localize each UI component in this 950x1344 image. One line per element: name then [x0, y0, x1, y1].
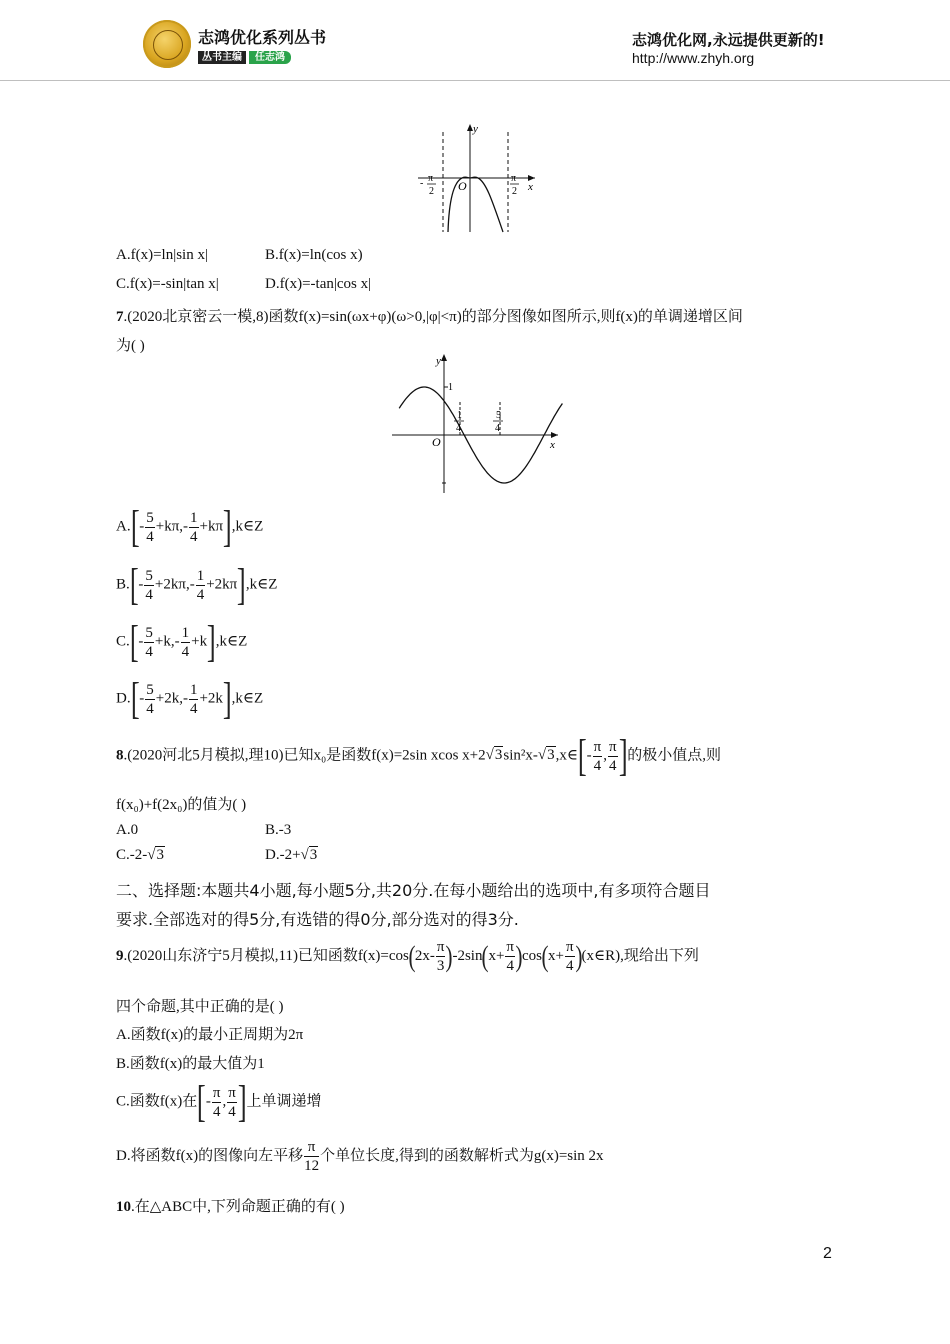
- q7-five-quarter-den: 4: [495, 423, 500, 434]
- editor-name: 任志鸿: [249, 51, 291, 64]
- q7-five-quarter-num: 5: [496, 410, 501, 421]
- page-number: 2: [823, 1245, 832, 1262]
- q7-number: 7: [116, 309, 124, 325]
- q6-pos-two: 2: [512, 186, 517, 197]
- q9-option-c: C.函数f(x)在[- $\frac{\pi}{4}$ , $\frac{\pi}{4}$ ]上单调递增: [116, 1077, 322, 1126]
- q8-stem-line2: f(x₀)+f(2x₀)的值为( ): [116, 797, 247, 813]
- section2-heading-line2: 要求.全部选对的得5分,有选错的得0分,部分选对的得3分.: [116, 910, 519, 929]
- q9-option-b: B.函数f(x)的最大值为1: [116, 1056, 265, 1072]
- q9-stem-line2: 四个命题,其中正确的是( ): [116, 999, 284, 1015]
- q8-option-c: C.-2-√3: [116, 847, 164, 863]
- q6-graph: [410, 120, 540, 235]
- q7-one-label: 1: [448, 382, 453, 393]
- q6-minus: -: [420, 178, 424, 189]
- q7-stem-line2: 为( ): [116, 338, 145, 354]
- q7-quarter-num: 1: [457, 410, 462, 421]
- q6-origin-label: O: [458, 179, 467, 193]
- q6-option-b: B.f(x)=ln(cos x): [265, 247, 363, 263]
- q8-number: 8: [116, 747, 124, 764]
- q7-x-label: x: [550, 439, 555, 451]
- q6-x-label: x: [528, 181, 533, 193]
- q7-quarter-den: 4: [456, 423, 461, 434]
- q7-origin-label: O: [432, 435, 441, 449]
- q7-y-label: y: [436, 355, 441, 367]
- q8-option-a: A.0: [116, 822, 139, 838]
- q9-option-a: A.函数f(x)的最小正周期为2π: [116, 1027, 304, 1043]
- q6-option-c: C.f(x)=-sin|tan x|: [116, 276, 219, 292]
- q9-stem: 9.(2020山东济宁5月模拟,11)已知函数f(x)=cos(2x- $\frac{\pi}{3}$ )-2sin(x+ $\frac{\pi}{4}$ )cos(x+ $\frac{\pi}{4}$ )(x∈R),现给出下列: [116, 939, 699, 974]
- editor-badge: [198, 48, 291, 63]
- q6-y-label: y: [473, 123, 478, 135]
- q7-option-c: C.[- $\frac{5}{4}$ +k,- $\frac{1}{4}$ +k],k∈Z: [116, 617, 248, 666]
- editor-label: 丛书主编: [198, 51, 246, 64]
- q8-stem: 8.(2020河北5月模拟,理10)已知x₀是函数f(x)=2sin xcos x+2√3sin²x-√3,x∈[- $\frac{\pi}{4}$ , $\frac{\pi}{4}$ ]的极小值点,则: [116, 731, 721, 780]
- logo-badge: [143, 20, 191, 68]
- q6-neg-pi: π: [428, 173, 434, 184]
- series-title: 志鸿优化系列丛书: [198, 28, 327, 47]
- q6-neg-two: 2: [429, 186, 434, 197]
- q6-option-d: D.f(x)=-tan|cos x|: [265, 276, 372, 292]
- q9-option-d: D.将函数f(x)的图像向左平移 $\frac{\pi}{12}$ 个单位长度,得到的函数解析式为g(x)=sin 2x: [116, 1139, 604, 1174]
- q6-option-a: A.f(x)=ln|sin x|: [116, 247, 208, 263]
- q8-option-b: B.-3: [265, 822, 292, 838]
- q7-graph: [388, 350, 563, 495]
- q7-option-d: D.[- $\frac{5}{4}$ +2k,- $\frac{1}{4}$ +2k],k∈Z: [116, 674, 264, 723]
- q7-option-a: A.[- $\frac{5}{4}$ +kπ,- $\frac{1}{4}$ +kπ],k∈Z: [116, 502, 264, 551]
- header-divider: [0, 80, 950, 81]
- q10-number: 10: [116, 1199, 131, 1215]
- q9-number: 9: [116, 947, 124, 964]
- section2-heading-line1: 二、选择题:本题共4小题,每小题5分,共20分.在每小题给出的选项中,有多项符合题目: [116, 881, 711, 900]
- site-url[interactable]: http://www.zhyh.org: [632, 50, 755, 66]
- q10-stem: 10.在△ABC中,下列命题正确的有( ): [116, 1199, 345, 1215]
- q7-stem-text: .(2020北京密云一模,8)函数f(x)=sin(ωx+φ)(ω>0,|φ|<π)的部分图像如图所示,则f(x)的单调递增区间: [123, 309, 743, 325]
- q7-option-b: B.[- $\frac{5}{4}$ +2kπ,- $\frac{1}{4}$ +2kπ],k∈Z: [116, 560, 278, 609]
- site-slogan: 志鸿优化网,永远提供更新的!: [632, 31, 825, 49]
- q7-stem: [116, 305, 743, 326]
- q6-pos-pi: π: [511, 173, 517, 184]
- q8-option-d: D.-2+√3: [265, 847, 318, 863]
